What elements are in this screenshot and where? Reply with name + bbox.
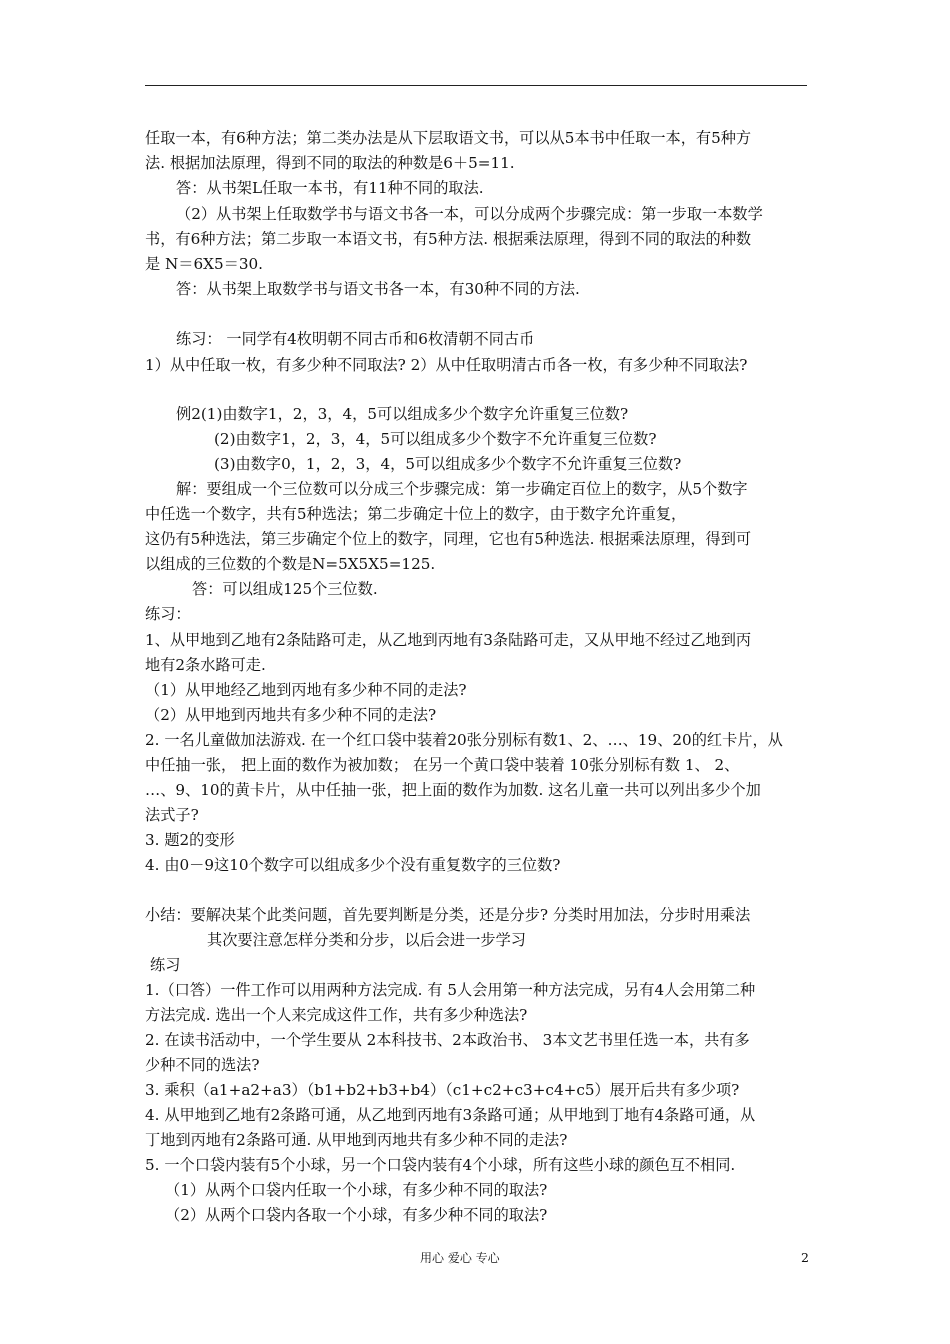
text-line: 书，有6种方法；第二步取一本语文书，有5种方法. 根据乘法原理，得到不同的取法的种数: [145, 230, 752, 248]
text-line: 法. 根据加法原理，得到不同的取法的种数是6＋5=11.: [145, 154, 515, 172]
text-line: 练习： 一同学有4枚明朝不同古币和6枚清朝不同古币: [176, 330, 535, 348]
text-line: 地有2条水路可走.: [145, 656, 266, 674]
text-line: 练习: [150, 956, 181, 974]
text-line: （1）从两个口袋内任取一个小球，有多少种不同的取法?: [165, 1181, 548, 1199]
text-line: 4. 从甲地到乙地有2条路可通，从乙地到丙地有3条路可通；从甲地到丁地有4条路可通，从: [145, 1106, 756, 1124]
text-line: （2）从两个口袋内各取一个小球，有多少种不同的取法?: [165, 1206, 548, 1224]
text-line: 这仍有5种选法，第三步确定个位上的数字，同理，它也有5种选法. 根据乘法原理，得到可: [145, 530, 752, 548]
text-line: 1.（口答）一件工作可以用两种方法完成. 有 5人会用第一种方法完成，另有4人会用第二种: [145, 981, 756, 999]
text-line: 以组成的三位数的个数是N=5X5X5=125.: [145, 555, 436, 573]
text-line: 丁地到丙地有2条路可通. 从甲地到丙地共有多少种不同的走法?: [145, 1131, 568, 1149]
text-line: 答：从书架L任取一本书，有11种不同的取法.: [176, 179, 484, 197]
text-line: 中任抽一张， 把上面的数作为被加数； 在另一个黄口袋中装着 10张分别标有数 1、 2、: [145, 756, 740, 774]
text-line: 方法完成. 选出一个人来完成这件工作，共有多少种选法?: [145, 1006, 528, 1024]
text-line: 少种不同的选法?: [145, 1056, 260, 1074]
text-line: （2）从甲地到丙地共有多少种不同的走法?: [145, 706, 437, 724]
text-line: 解：要组成一个三位数可以分成三个步骤完成：第一步确定百位上的数字，从5个数字: [176, 480, 748, 498]
text-line: 2. 在读书活动中，一个学生要从 2本科技书、2本政治书、 3本文艺书里任选一本，共有多: [145, 1031, 750, 1049]
page-number: 2: [801, 1250, 809, 1265]
text-line: 1）从中任取一枚，有多少种不同取法? 2）从中任取明清古币各一枚，有多少种不同取法?: [145, 356, 748, 374]
text-line: 3. 乘积（a1+a2+a3）（b1+b2+b3+b4）（c1+c2+c3+c4+c5）展开后共有多少项?: [145, 1081, 740, 1099]
text-line: 中任选一个数字，共有5种选法；第二步确定十位上的数字，由于数字允许重复，: [145, 505, 687, 523]
text-line: 答：可以组成125个三位数.: [192, 580, 378, 598]
text-line: 4. 由0－9这10个数字可以组成多少个没有重复数字的三位数?: [145, 856, 561, 874]
text-line: (3)由数字0，1，2，3，4，5可以组成多少个数字不允许重复三位数?: [214, 455, 682, 473]
text-line: 例2(1)由数字1，2，3，4，5可以组成多少个数字允许重复三位数?: [176, 405, 629, 423]
text-line: 法式子?: [145, 806, 199, 824]
text-line: 任取一本，有6种方法；第二类办法是从下层取语文书，可以从5本书中任取一本，有5种方: [145, 129, 752, 147]
text-line: 是 N＝6X5＝30.: [145, 255, 263, 273]
text-line: 其次要注意怎样分类和分步，以后会进一步学习: [207, 931, 526, 949]
text-line: 答：从书架上取数学书与语文书各一本，有30种不同的方法.: [176, 280, 580, 298]
text-line: 小结：要解决某个此类问题，首先要判断是分类，还是分步? 分类时用加法，分步时用乘法: [145, 906, 751, 924]
text-line: 练习：: [145, 605, 191, 623]
page-footer: 用心 爱心 专心: [420, 1251, 500, 1265]
text-line: (2)由数字1，2，3，4，5可以组成多少个数字不允许重复三位数?: [214, 430, 657, 448]
header-rule: [145, 85, 807, 86]
text-line: （1）从甲地经乙地到丙地有多少种不同的走法?: [145, 681, 467, 699]
text-line: …、9、10的黄卡片，从中任抽一张，把上面的数作为加数. 这名儿童一共可以列出多少个加: [145, 781, 761, 799]
text-line: 5. 一个口袋内装有5个小球，另一个口袋内装有4个小球，所有这些小球的颜色互不相同.: [145, 1156, 736, 1174]
text-line: 1、从甲地到乙地有2条陆路可走，从乙地到丙地有3条陆路可走，又从甲地不经过乙地到丙: [145, 631, 752, 649]
text-line: 3. 题2的变形: [145, 831, 235, 849]
text-line: 2. 一名儿童做加法游戏. 在一个红口袋中装着20张分别标有数1、2、…、19、20的红卡片，从: [145, 731, 783, 749]
text-line: （2）从书架上任取数学书与语文书各一本，可以分成两个步骤完成：第一步取一本数学: [176, 205, 763, 223]
